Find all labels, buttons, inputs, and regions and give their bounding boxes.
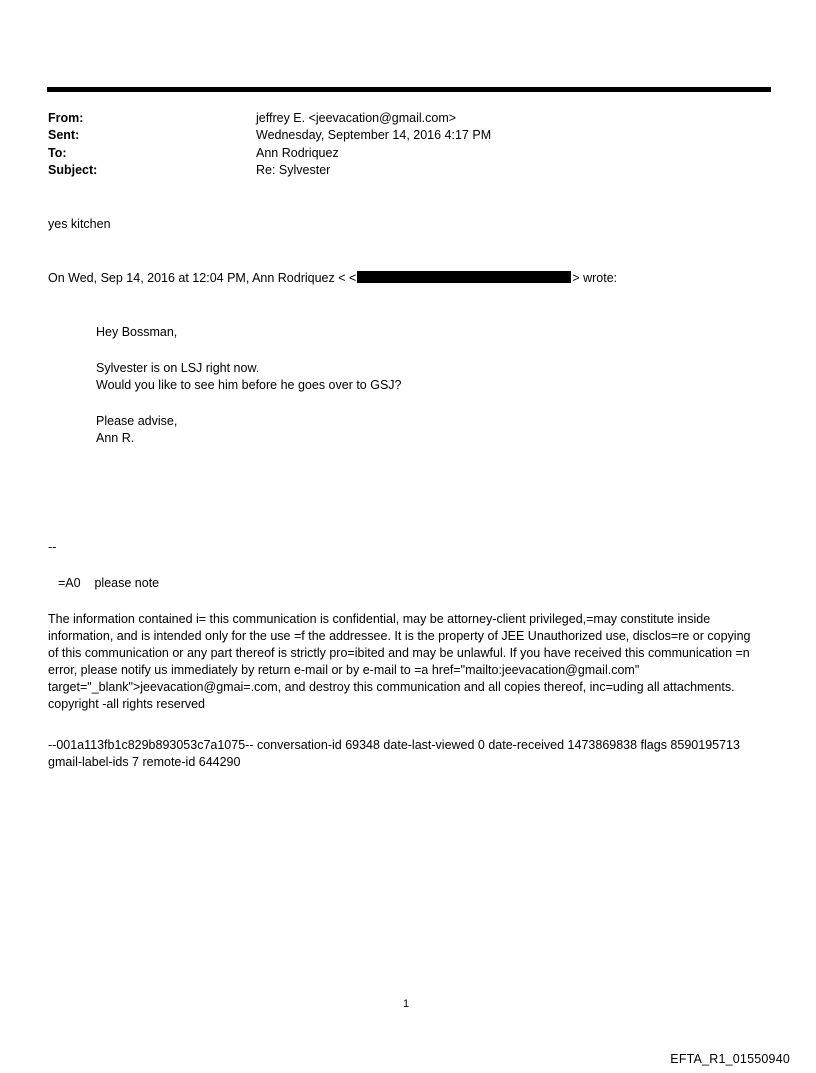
quoted-line-1: Sylvester is on LSJ right now. [96,361,260,375]
message-metadata: --001a113fb1c829b893053c7a1075-- conversation-id 69348 date-last-viewed 0 date-received 1473869838 flags 8590195713 gmail-label-ids 7 remote-id 644290 [48,738,740,769]
quoted-line-2: Would you like to see him before he goes over to GSJ? [96,378,402,392]
quote-intro [48,270,617,287]
sent-label: Sent: [48,128,80,142]
redaction-bar [357,271,571,283]
quote-intro-suffix: > wrote: [572,271,618,285]
sent-value: Wednesday, September 14, 2016 4:17 PM [256,128,492,142]
quoted-signature: Ann R. [96,431,135,445]
to-label: To: [48,146,67,160]
disclaimer-paragraph: The information contained i= this communication is confidential, may be attorney-client privileged,=may constitute inside information, and is intended only for the use =f the addressee. It is the property of JEE Unauthorized use, disclos=re or copying of this communication or any part thereof is strictly pro=ibited and may be unlawful. If you have received this communication =n error, please notify us immediately by return e-mail or by e-mail to =a href="mailto:jeevacation@gmail.com" target="_blank">jeevacation@gmai=.com, and destroy this communication and all copies thereof, inc=uding all attachments. copyright -all rights reserved [48,612,751,711]
to-value: Ann Rodriquez [256,146,339,160]
please-note: =A0 please note [58,576,160,590]
subject-row [48,162,748,180]
header-rule [47,87,771,92]
to-row [48,145,748,163]
sent-row [48,127,748,145]
from-label: From: [48,111,84,125]
quoted-greeting: Hey Bossman, [96,325,178,339]
subject-value: Re: Sylvester [256,163,331,177]
quoted-closing: Please advise, [96,414,178,428]
from-value: jeffrey E. <jeevacation@gmail.com> [256,111,457,125]
signature-separator: -- [48,540,57,554]
subject-label: Subject: [48,163,98,177]
document-id: EFTA_R1_01550940 [670,1052,790,1066]
reply-text: yes kitchen [48,217,111,231]
quote-intro-prefix: On Wed, Sep 14, 2016 at 12:04 PM, Ann Rodriquez < < [48,271,357,285]
page-number: 1 [403,998,410,1010]
from-row [48,110,748,128]
